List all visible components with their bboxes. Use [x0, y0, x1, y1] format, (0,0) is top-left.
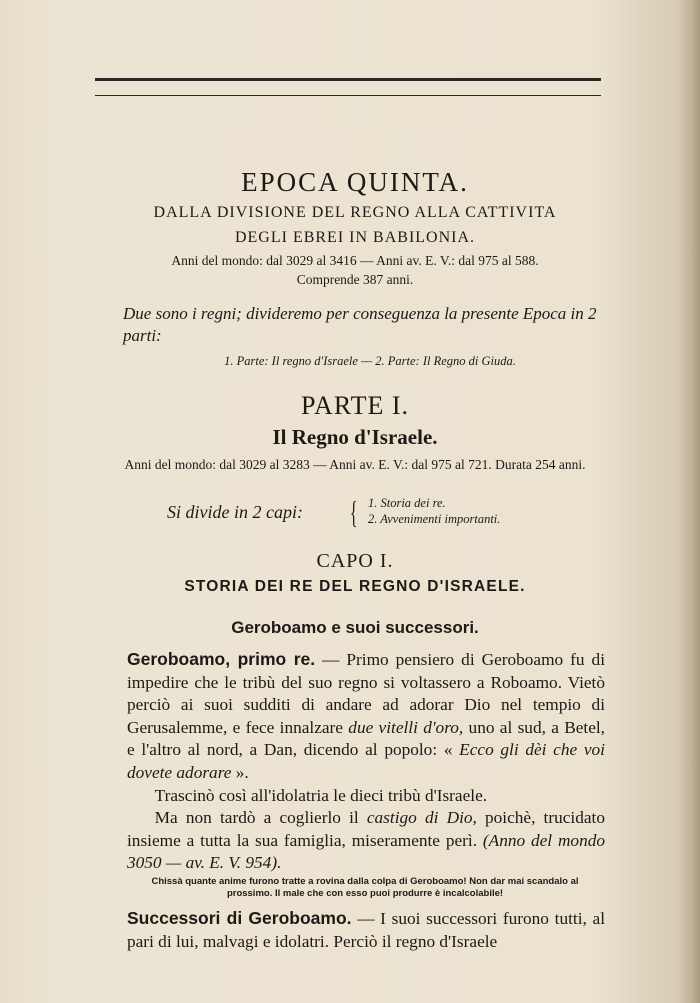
division-item-1: 1. Storia dei re.	[368, 496, 446, 510]
header-rule-thick	[95, 78, 601, 81]
paragraph-1-text-c: ».	[231, 762, 249, 782]
paragraph-4	[127, 907, 605, 953]
page-fold-shadow	[680, 0, 700, 1003]
part-subtitle: Il Regno d'Israele.	[272, 425, 438, 449]
paragraph-3-text-a: Ma non tardò a coglierlo il	[154, 808, 367, 828]
header-rule-thin	[95, 95, 601, 96]
paragraph-1-italic-2: Ecco gli dèi che voi dovete adorare	[127, 740, 605, 782]
paragraph-1-text-b: uno al sud, a Betel, e l'altro al nord, a Dan, dicendo al popolo: «	[127, 717, 605, 760]
epoch-duration: Comprende 387 anni.	[296, 272, 414, 287]
part-title: PARTE I.	[300, 391, 410, 420]
epoch-years: Anni del mondo: dal 3029 al 3416 — Anni av. E. V.: dal 975 al 588.	[171, 253, 539, 268]
paragraph-4-heading: Successori di Geroboamo.	[127, 908, 352, 928]
intro-text: Due sono i regni; divideremo per conseguenza la presente Epoca in 2 parti:	[123, 304, 597, 345]
intro-parts: 1. Parte: Il regno d'Israele — 2. Parte: Il Regno di Giuda.	[224, 354, 516, 368]
section-heading: Geroboamo e suoi successori.	[231, 618, 479, 637]
paragraph-4-text: — I suoi successori furono tutti, al pari di lui, malvagi e idolatri. Perciò il regno d'Israele	[127, 909, 605, 951]
division-item-2: 2. Avvenimenti importanti.	[368, 512, 501, 526]
moral-note: Chissà quante anime furono tratte a rovina dalla colpa di Geroboamo! Non dar mai scandalo al prossimo. Il male che con esso puoi produrre è incalcolabile!	[151, 876, 579, 899]
paragraph-2: Trascinò così all'idolatria le dieci tribù d'Israele.	[154, 785, 488, 805]
paragraph-1-heading: Geroboamo, primo re.	[127, 649, 316, 669]
chapter-title: CAPO I.	[316, 550, 394, 572]
body-text	[127, 648, 605, 875]
paragraph-1-italic-1: due vitelli d'oro,	[348, 717, 464, 737]
part-years: Anni del mondo: dal 3029 al 3283 — Anni av. E. V.: dal 975 al 721. Durata 254 anni.	[124, 457, 586, 472]
division-brace: {	[349, 494, 358, 530]
chapter-subtitle: STORIA DEI RE DEL REGNO D'ISRAELE.	[184, 578, 526, 595]
paragraph-1	[127, 648, 605, 785]
paragraph-1-text-a: — Primo pensiero di Geroboamo fu di impedire che le tribù del suo regno si voltassero a Roboamo. Vietò perciò ai suoi sudditi di andare ad adorar Dio nel tempio di Gerusalemme, e fece innalzare	[127, 650, 605, 737]
paragraph-3-italic-2: (Anno del mondo 3050 — av. E. V. 954).	[127, 830, 605, 873]
epoch-subtitle-line1: DALLA DIVISIONE DEL REGNO ALLA CATTIVITA	[153, 204, 557, 221]
paragraph-3-italic-1: castigo di Dio,	[366, 808, 477, 828]
paragraph-3	[127, 807, 605, 875]
paragraph-3-text-b: poichè, trucidato insieme a tutta la sua famiglia, miseramente perì.	[127, 808, 605, 850]
division-label: Si divide in 2 capi:	[167, 502, 303, 522]
epoch-title: EPOCA QUINTA.	[241, 167, 469, 197]
epoch-subtitle-line2: DEGLI EBREI IN BABILONIA.	[234, 229, 476, 246]
